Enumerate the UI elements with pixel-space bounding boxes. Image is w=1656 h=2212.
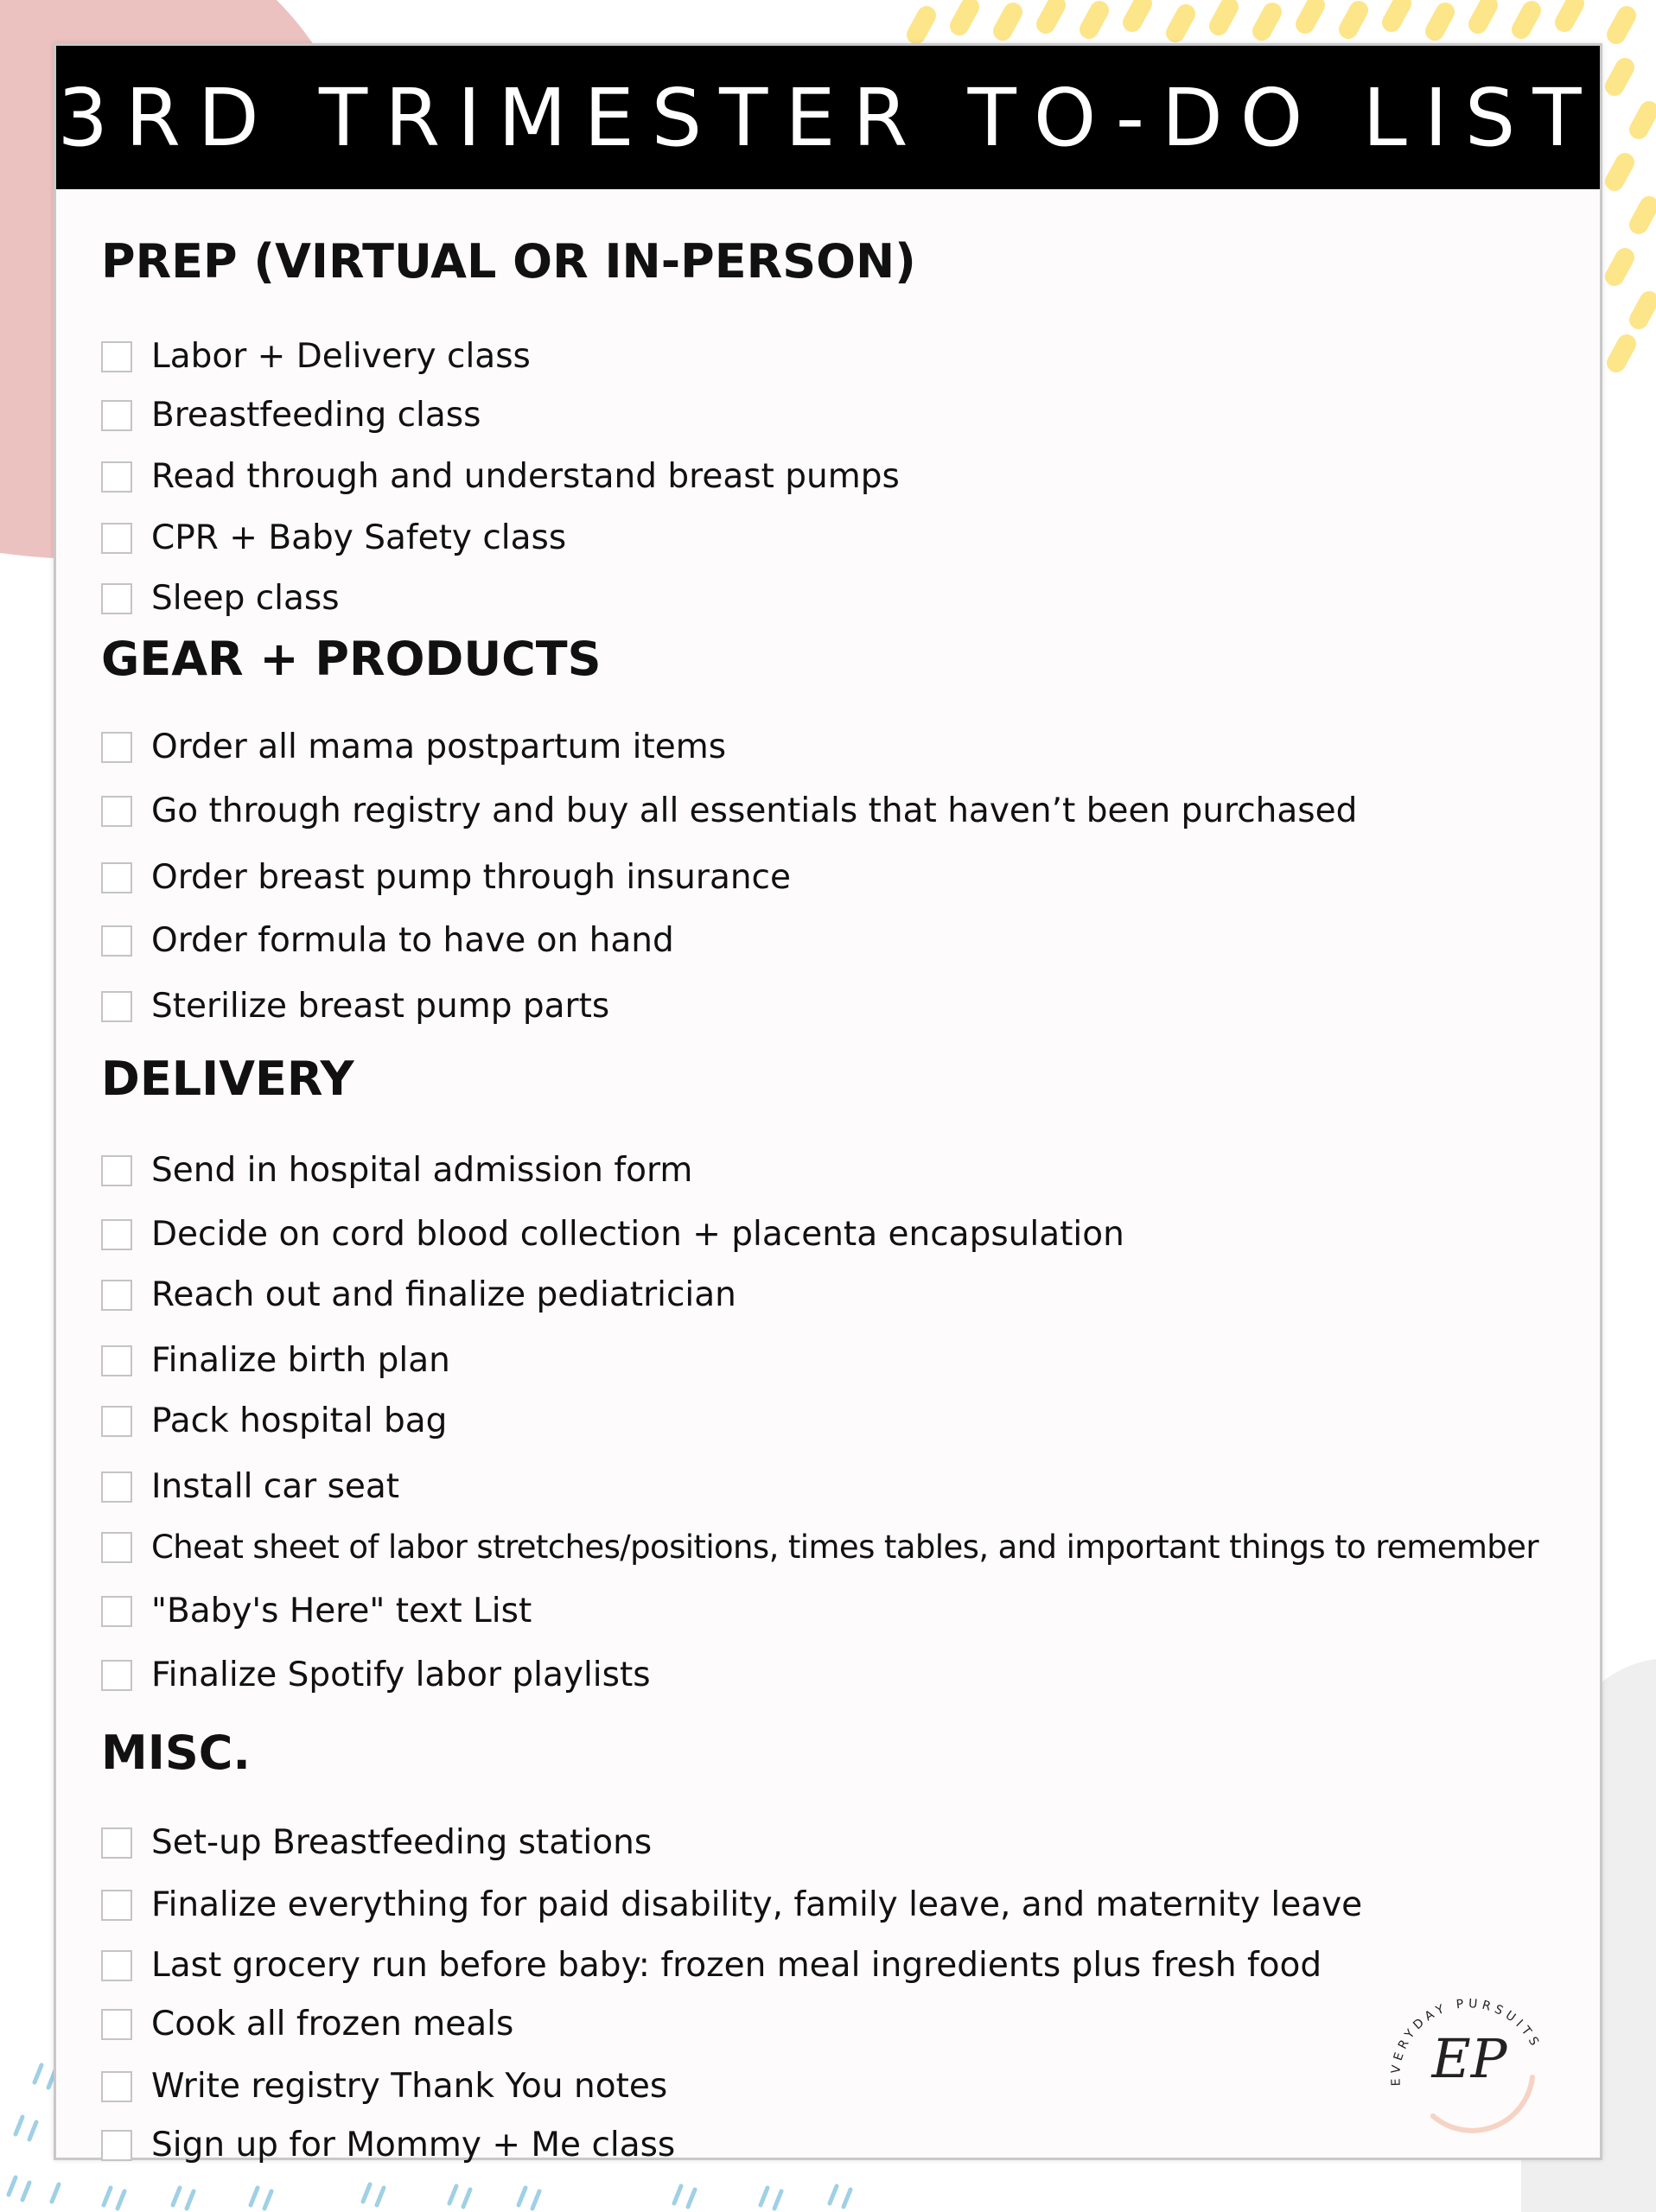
todo-item[interactable] [101,1589,532,1634]
todo-item-label: CPR + Baby Safety class [151,518,567,557]
checkbox[interactable] [101,1219,132,1250]
todo-item-label: Order breast pump through insurance [151,858,791,897]
todo-item-label: Send in hospital admission form [151,1151,693,1190]
checkbox[interactable] [101,862,132,893]
todo-item[interactable] [101,1212,1124,1257]
todo-item[interactable] [101,1525,1538,1570]
todo-item[interactable] [101,789,1357,834]
todo-item-label: Order formula to have on hand [151,921,674,960]
todo-item-label: Sign up for Mommy + Me class [151,2126,676,2164]
everyday-pursuits-logo [1355,1939,1580,2164]
todo-item-label: Finalize birth plan [151,1341,450,1380]
section-heading-prep: PREP (VIRTUAL OR IN-PERSON) [101,234,916,289]
todo-item-label: Breastfeeding class [151,396,481,435]
section-heading-gear: GEAR + PRODUCTS [101,632,602,686]
todo-item-label: Sleep class [151,579,340,618]
section-heading-delivery: DELIVERY [101,1052,354,1106]
checkbox[interactable] [101,1532,132,1563]
todo-item[interactable] [101,1943,1322,1988]
todo-item-label: "Baby's Here" text List [151,1592,532,1630]
checkbox[interactable] [101,583,132,614]
todo-item-label: Cheat sheet of labor stretches/positions, times tables, and important things to remember [151,1529,1538,1566]
checkbox[interactable] [101,523,132,554]
todo-item[interactable] [101,2002,513,2047]
todo-item-label: Install car seat [151,1467,400,1506]
todo-item[interactable] [101,2064,667,2109]
checkbox[interactable] [101,400,132,431]
checkbox[interactable] [101,1471,132,1503]
todo-item[interactable] [101,1399,447,1444]
page-title: 3RD TRIMESTER TO-DO LIST [57,71,1599,164]
todo-item[interactable] [101,725,726,770]
todo-item[interactable] [101,1338,450,1383]
checkbox[interactable] [101,1890,132,1921]
todo-item-label: Go through registry and buy all essentials that haven’t been purchased [151,791,1358,830]
todo-item[interactable] [101,1465,399,1510]
todo-item-label: Order all mama postpartum items [151,728,727,766]
todo-item-label: Set-up Breastfeeding stations [151,1823,653,1862]
checkbox[interactable] [101,1950,132,1981]
section-heading-misc: MISC. [101,1726,251,1780]
todo-item-label: Reach out and finalize pediatrician [151,1275,736,1314]
todo-item[interactable] [101,454,900,499]
checkbox[interactable] [101,1827,132,1859]
todo-item-label: Cook all frozen meals [151,2005,514,2044]
todo-card [54,43,1602,2164]
title-bar [56,46,1600,189]
todo-item[interactable] [101,1821,652,1866]
checkbox[interactable] [101,732,132,763]
todo-item-label: Decide on cord blood collection + placenta encapsulation [151,1215,1124,1254]
checkbox[interactable] [101,2009,132,2040]
todo-item[interactable] [101,2123,675,2168]
todo-item-label: Last grocery run before baby: frozen meal ingredients plus fresh food [151,1946,1322,1985]
todo-item[interactable] [101,393,481,438]
checkbox[interactable] [101,1345,132,1376]
checkbox[interactable] [101,341,132,372]
todo-item-label: Sterilize breast pump parts [151,987,610,1026]
todo-item[interactable] [101,1148,692,1193]
checkbox[interactable] [101,2130,132,2161]
todo-item-label: Write registry Thank You notes [151,2067,668,2106]
todo-item[interactable] [101,984,609,1029]
checkbox[interactable] [101,461,132,493]
todo-item[interactable] [101,918,674,963]
logo-monogram: EP [1431,2027,1507,2090]
todo-item-label: Labor + Delivery class [151,337,531,376]
todo-item[interactable] [101,516,566,561]
todo-item[interactable] [101,1273,736,1318]
checkbox[interactable] [101,925,132,957]
todo-item-label: Pack hospital bag [151,1402,448,1440]
todo-item-label: Read through and understand breast pumps [151,457,900,496]
logo-arc-textpath: EVERYDAY PURSUITS [1389,1997,1544,2087]
todo-item-label: Finalize Spotify labor playlists [151,1656,651,1694]
checkbox[interactable] [101,1660,132,1691]
todo-item[interactable] [101,1883,1362,1928]
todo-item[interactable] [101,576,340,621]
checkbox[interactable] [101,1280,132,1311]
todo-item[interactable] [101,334,531,379]
checkbox[interactable] [101,796,132,827]
checkbox[interactable] [101,1155,132,1186]
checkbox[interactable] [101,991,132,1022]
checkbox[interactable] [101,1406,132,1437]
checkbox[interactable] [101,1596,132,1627]
checkbox[interactable] [101,2071,132,2102]
todo-item[interactable] [101,855,791,900]
todo-item[interactable] [101,1653,651,1698]
todo-item-label: Finalize everything for paid disability, family leave, and maternity leave [151,1885,1363,1924]
